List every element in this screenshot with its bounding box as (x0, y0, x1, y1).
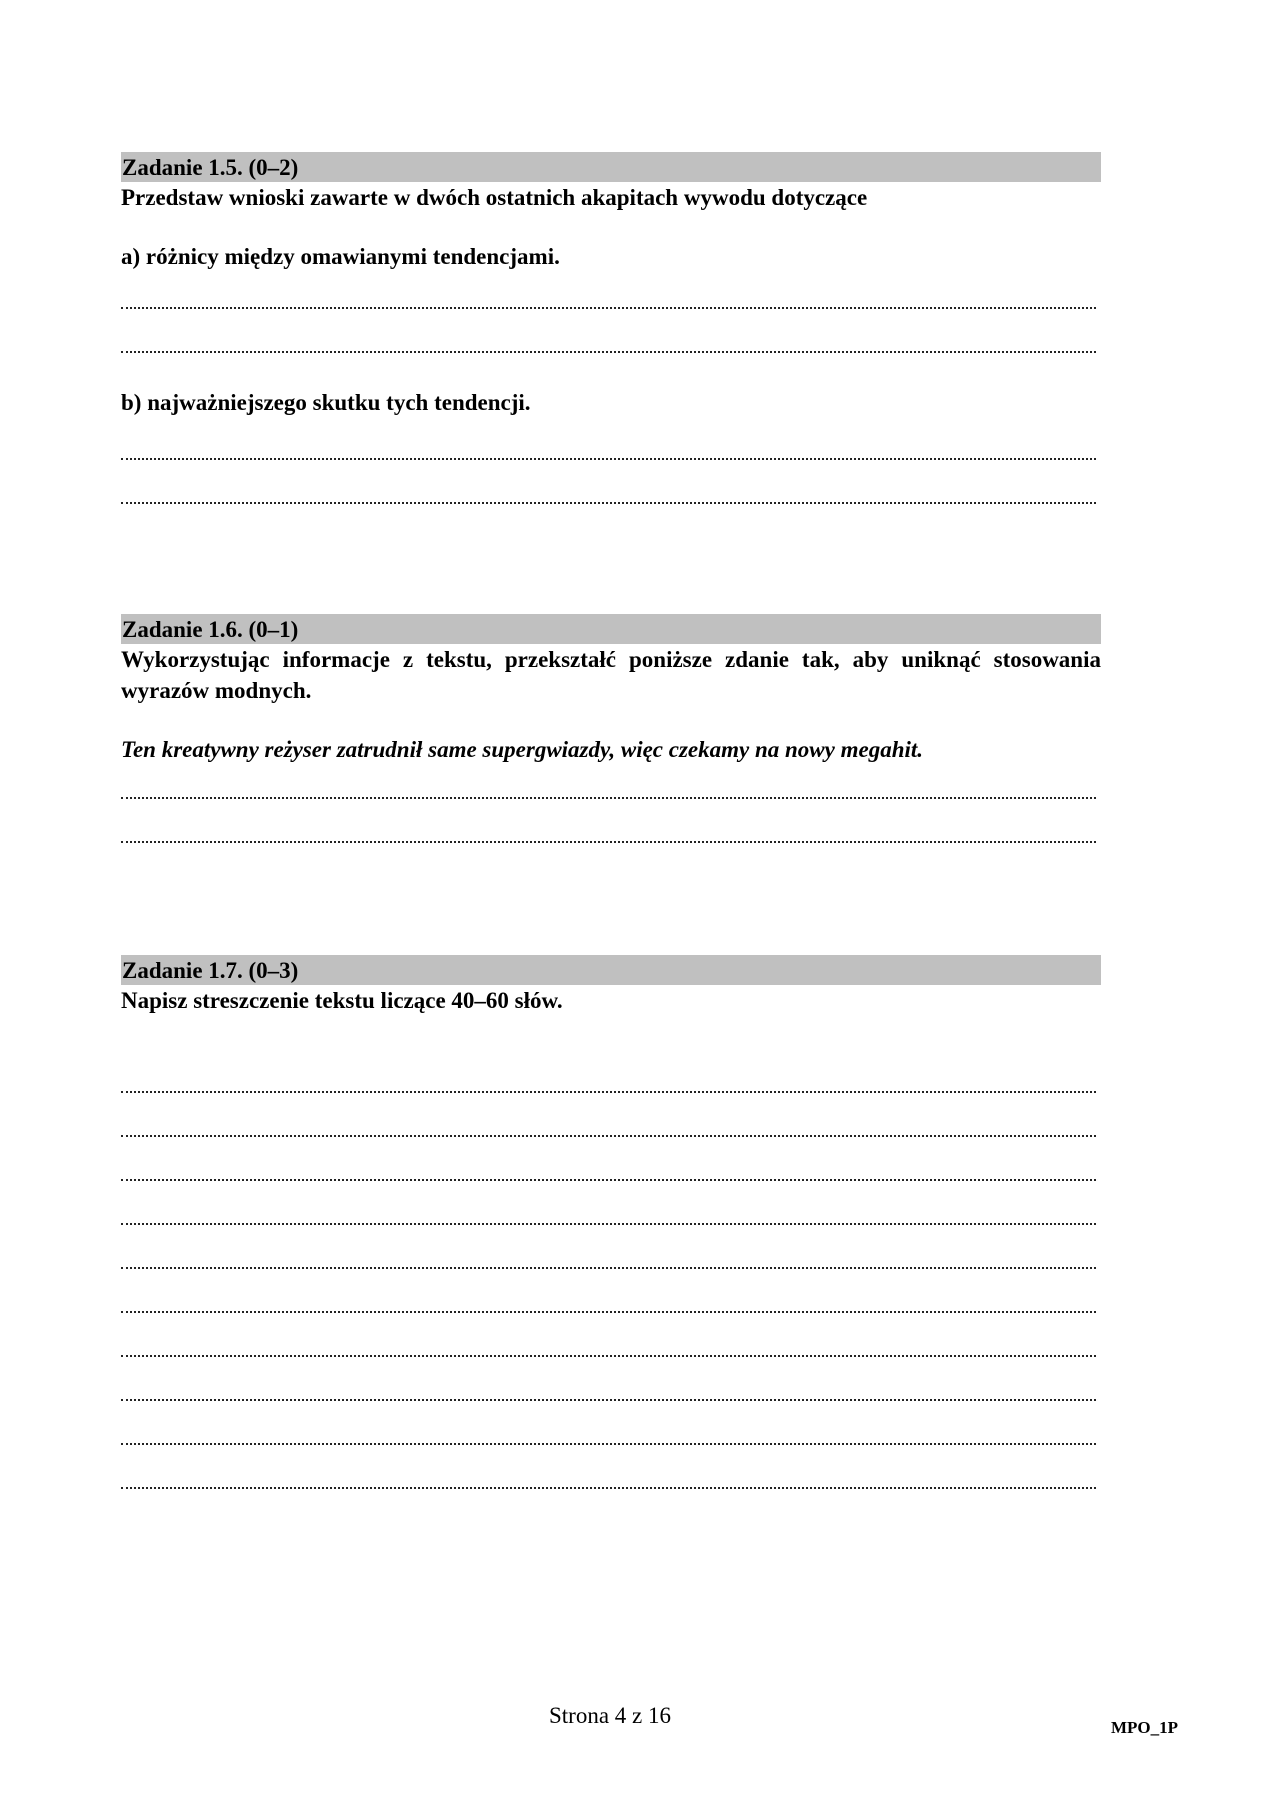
answer-line[interactable] (121, 1267, 1096, 1269)
answer-line[interactable] (121, 797, 1096, 799)
task-1-5 (121, 152, 1101, 415)
answer-area (121, 1091, 1096, 1489)
task-header: Zadanie 1.5. (0–2) (121, 152, 1101, 182)
task-sentence: Ten kreatywny reżyser zatrudnił same supergwiazdy, więc czekamy na nowy megahit. (121, 737, 924, 762)
answer-area-a (121, 307, 1096, 353)
task-instruction: Przedstaw wnioski zawarte w dwóch ostatnich akapitach wywodu dotyczące (121, 185, 868, 210)
answer-line[interactable] (121, 1443, 1096, 1445)
task-instruction: Napisz streszczenie tekstu liczące 40–60 słów. (121, 988, 563, 1013)
answer-area-b (121, 458, 1096, 504)
answer-line[interactable] (121, 1223, 1096, 1225)
answer-line[interactable] (121, 841, 1096, 843)
answer-line[interactable] (121, 351, 1096, 353)
answer-line[interactable] (121, 307, 1096, 309)
answer-line[interactable] (121, 1355, 1096, 1357)
task-1-6 (121, 614, 1101, 765)
answer-line[interactable] (121, 1487, 1096, 1489)
answer-line[interactable] (121, 1311, 1096, 1313)
task-instruction: Wykorzystując informacje z tekstu, przekształć poniższe zdanie tak, aby uniknąć stosowania wyrazów modnych. (121, 647, 1101, 703)
exam-code: MPO_1P (1111, 1718, 1179, 1737)
task-1-7 (121, 955, 1101, 1016)
task-header: Zadanie 1.6. (0–1) (121, 614, 1101, 644)
answer-line[interactable] (121, 1135, 1096, 1137)
page-number: Strona 4 z 16 (548, 1703, 671, 1728)
answer-area (121, 797, 1096, 843)
task-part-b: b) najważniejszego skutku tych tendencji. (121, 390, 531, 415)
task-header: Zadanie 1.7. (0–3) (121, 955, 1101, 985)
answer-line[interactable] (121, 458, 1096, 460)
answer-line[interactable] (121, 1179, 1096, 1181)
answer-line[interactable] (121, 502, 1096, 504)
answer-line[interactable] (121, 1399, 1096, 1401)
task-part-a: a) różnicy między omawianymi tendencjami. (121, 244, 560, 269)
answer-line[interactable] (121, 1091, 1096, 1093)
